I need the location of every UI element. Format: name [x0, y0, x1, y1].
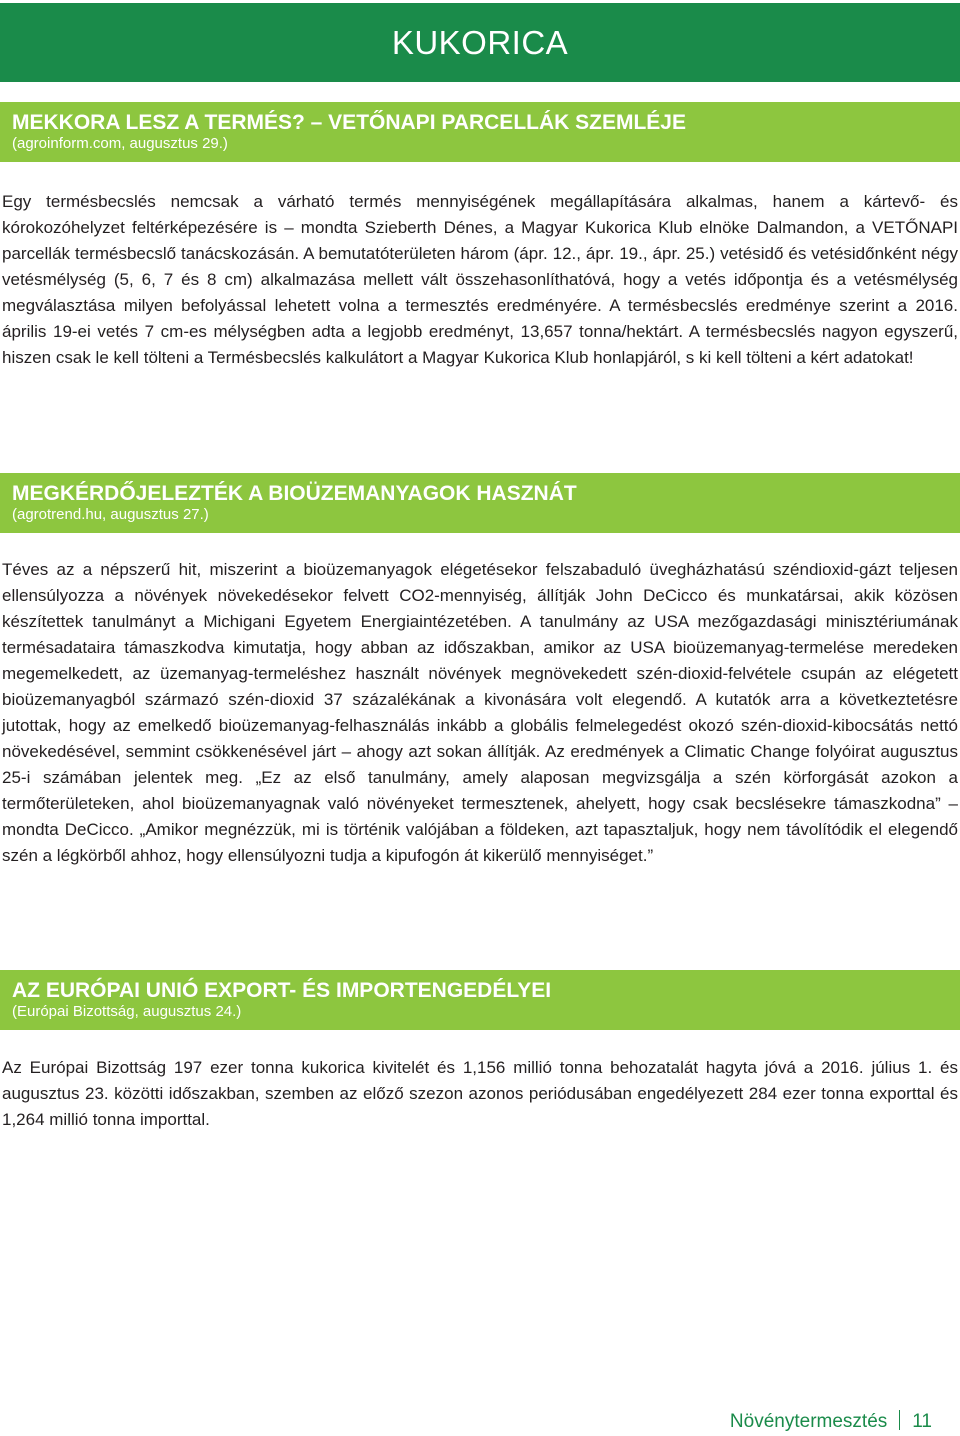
section-source: (agrotrend.hu, augusztus 27.) [12, 506, 209, 523]
section-header-3 [0, 970, 960, 1030]
section-header-1 [0, 102, 960, 162]
section-title: MEGKÉRDŐJELEZTÉK A BIOÜZEMANYAGOK HASZNÁT [12, 482, 577, 505]
page-title-bar [0, 3, 960, 82]
page-number: 11 [912, 1411, 932, 1432]
footer-divider [899, 1410, 900, 1430]
section-body: Téves az a népszerű hit, miszerint a bioüzemanyagok elégetésekor felszabaduló üvegházhatású széndioxid-gázt teljesen ellensúlyozza a növények növekedésekor felvett CO2-mennyiség, állítják John DeCicco és munkatársai, akik közösen készítettek tanulmányt a Michigani Egyetem Energiaintézetében. A tanulmány az USA mezőgazdasági minisztériumának termésadataira támaszkodva kimutatja, hogy abban az időszakban, amikor az USA bioüzemanyag-termelése meredeken megemelkedett, az üzemanyag-termeléshez használt növények megnövekedett szén-dioxid-felvétele csupán az elégetett bioüzemanyagból származó szén-dioxid 37 százalékának a kivonására volt elegendő. A kutatók arra a következtetésre jutottak, hogy az emelkedő bioüzemanyag-felhasználás inkább a globális felmelegedést okozó szén-dioxid-kibocsátás nettó növekedésével, semmint csökkenésével járt – ahogy azt sokan állítják. Az eredmények a Climatic Change folyóirat augusztus 25-i számában jelentek meg. „Ez az első tanulmány, amely alaposan megvizsgálja a szén körforgását azokon a termőterületeken, ahol bioüzemanyagnak való növényeket termesztenek, ahelyett, hogy csak becslésekre támaszkodna” – mondta DeCicco. „Amikor megnézzük, mi is történik valójában a földeken, azt tapasztaljuk, hogy nem távolítódik el elegendő szén a légkörből ahhoz, hogy ellensúlyozni tudja a kipufogón át kikerülő mennyiséget.” [2, 560, 958, 865]
page-title: KUKORICA [391, 23, 569, 61]
section-title: AZ EURÓPAI UNIÓ EXPORT- ÉS IMPORTENGEDÉLYEI [12, 979, 552, 1002]
section-body: Az Európai Bizottság 197 ezer tonna kukorica kivitelét és 1,156 millió tonna behozatalát hagyta jóvá a 2016. július 1. és augusztus 23. közötti időszakban, szemben az előző szezon azonos periódusában engedélyezett 284 ezer tonna exporttal és 1,264 millió tonna importtal. [2, 1058, 958, 1129]
section-header-2 [0, 473, 960, 533]
footer-section-name: Növénytermesztés [729, 1411, 888, 1432]
section-body: Egy termésbecslés nemcsak a várható termés mennyiségének megállapítására alkalmas, hanem a kártevő- és kórokozóhelyzet feltérképezésére is – mondta Szieberth Dénes, a Magyar Kukorica Klub elnöke Dalmandon, a VETŐNAPI parcellák termésbecslő tanácskozásán. A bemutatóterületen három (ápr. 12., ápr. 19., ápr. 25.) vetésidő és vetésidőnként négy vetésmélység (5, 6, 7 és 8 cm) alkalmazása mellett vált összehasonlíthatóvá, hogy a vetés időpontja és a vetésmélység megválasztása milyen befolyással lehetett volna a termesztés eredményére. A termésbecslés eredménye szerint a 2016. április 19-ei vetés 7 cm-es mélységben adta a legjobb eredményt, 13,657 tonna/hektárt. A termésbecslés nagyon egyszerű, hiszen csak le kell tölteni a Termésbecslés kalkulátort a Magyar Kukorica Klub honlapjáról, s ki kell tölteni a kért adatokat! [2, 192, 958, 367]
section-title: MEKKORA LESZ A TERMÉS? – VETŐNAPI PARCELLÁK SZEMLÉJE [12, 111, 686, 134]
section-source: (Európai Bizottság, augusztus 24.) [12, 1003, 242, 1020]
page-footer [730, 1410, 932, 1433]
section-source: (agroinform.com, augusztus 29.) [12, 135, 228, 152]
